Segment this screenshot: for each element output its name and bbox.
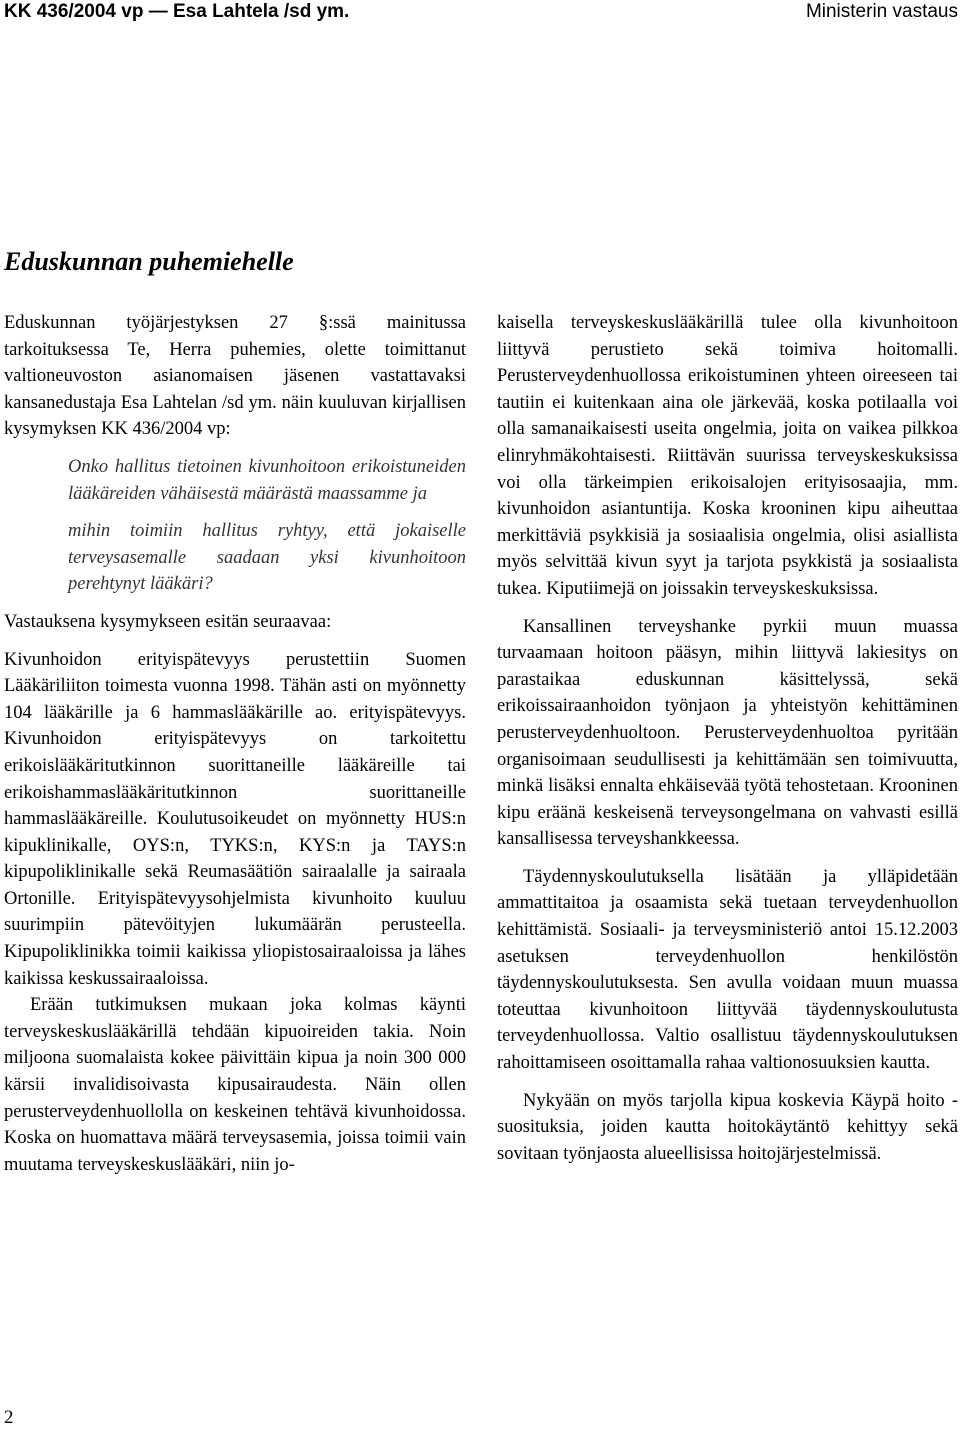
right-column xyxy=(497,310,958,1167)
page-number: 2 xyxy=(4,1407,14,1428)
answer-paragraph-1: Kivunhoidon erityispätevyys perustettiin Suomen Lääkäriliiton toimesta vuonna 1998. Tähän asti on myönnetty 104 lääkärille ja 6 hammaslääkärille ao. erityispätevyys. Kivunhoidon erityispätevyys on tarkoitettu erikoislääkäritutkinnon suorittaneille lääkäreille tai erikoishammaslääkäritutkinnon suorittaneille hammaslääkäreille. Koulutusoikeudet on myönnetty HUS:n kipuklinikalle, OYS:n, TYKS:n, KYS:n ja TAYS:n kipupoliklinikalle sekä Reumasäätiön sairaalalle ja sairaala Ortonille. Erityispätevyysohjelmista kivunhoito kuuluu suurimpiin pätevöityjen lukumäärän perusteella. Kipupoliklinikka toimii kaikissa yliopistosairaaloissa ja lähes kaikissa keskussairaaloissa. xyxy=(4,649,466,989)
answer-paragraph-3: kaisella terveyskeskuslääkärillä tulee olla kivunhoitoon liittyvä perustieto sekä toimiva hoitomalli. Perusterveydenhuollossa erikoistuminen yhteen oireeseen tai tautiin ei kuitenkaan aina ole järkevää, koska potilaalla voi olla samanaikaisesti useita ongelmia, joita on vaikea pilkkoa elinryhmäkohtaisesti. Riittävän suurissa terveyskeskuksissa voi olla tärkeimpien erikoisalojen erityisosaajia, mm. kivunhoidon asiantuntija. Koska krooninen kipu aiheuttaa merkittäviä psykkisiä ja sosiaalisia ongelmia, olisi asiallista myös selvittää kivun syyt ja tarjota psykkistä ja sosiaalista tukea. Kiputiimejä on joissakin terveyskeskuksissa. xyxy=(497,313,958,599)
question-part-1: Onko hallitus tietoinen kivunhoitoon erikoistuneiden lääkäreiden vähäisestä määrästä maassamme ja xyxy=(68,456,466,504)
addressee-heading: Eduskunnan puhemiehelle xyxy=(4,247,294,276)
header-section-title: Ministerin vastaus xyxy=(805,1,958,22)
question-part-2: mihin toimiin hallitus ryhtyy, että jokaiselle terveysasemalle saadaan yksi kivunhoitoon perehtynyt lääkäri? xyxy=(68,521,466,595)
answer-paragraph-5: Täydennyskoulutuksella lisätään ja ylläpidetään ammattitaitoa ja osaamista sekä tuetaan terveydenhuollon kehittämistä. Sosiaali- ja terveysministeriö antoi 15.12.2003 asetuksen terveydenhuollon henkilöstön täydennyskoulutuksesta. Sen avulla voidaan muun muassa toteuttaa kivunhoitoon liittyvää täydennyskoulutusta terveydenhuollossa. Valtio osallistuu täydennyskoulutuksen rahoittamiseen osoittamalla rahaa valtionosuuksien kautta. xyxy=(497,866,958,1074)
answer-paragraph-6: Nykyään on myös tarjolla kipua koskevia Käypä hoito -suosituksia, joiden kautta hoitokäytäntö kehittyy sekä sovitaan työnjaosta alueellisissa hoitojärjestelmissä. xyxy=(497,1090,958,1164)
intro-paragraph: Eduskunnan työjärjestyksen 27 §:ssä mainitussa tarkoituksessa Te, Herra puhemies, olette toimittanut valtioneuvoston asianomaisen jäsenen vastattavaksi kansanedustaja Esa Lahtelan /sd ym. näin kuuluvan kirjallisen kysymyksen KK 436/2004 vp: xyxy=(4,313,466,440)
answer-paragraph-2: Erään tutkimuksen mukaan joka kolmas käynti terveyskeskuslääkärillä tehdään kipuoireiden takia. Noin miljoona suomalaista kokee päivittäin kipua ja noin 300 000 kärsii invalidisoivasta kipusairaudesta. Näin ollen perusterveydenhuollolla on keskeinen tehtävä kivunhoidossa. Koska on huomattava määrä terveysasemia, joissa toimii vain muutama terveyskeskuslääkäri, niin jo- xyxy=(4,995,466,1175)
header-document-id: KK 436/2004 vp — Esa Lahtela /sd ym. xyxy=(4,1,350,22)
answer-intro: Vastauksena kysymykseen esitän seuraavaa: xyxy=(4,611,332,632)
answer-paragraph-4: Kansallinen terveyshanke pyrkii muun muassa turvaamaan hoitoon pääsyn, mihin liittyvä lakiesitys on parastaikaa eduskunnan käsittelyssä, sekä erikoissairaanhoidon työnjaon ja yhteistyön kehittäminen perusterveydenhuoltoon. Perusterveydenhuoltoa pyritään organisoimaan seudullisesti ja kehittämään sen toimivuutta, minkä lisäksi ennalta ehkäisevää työtä tehostetaan. Krooninen kipu eräänä keskeisenä terveysongelmana on vahvasti esillä kansallisessa terveyshankkeessa. xyxy=(497,616,958,850)
left-column xyxy=(4,310,466,1178)
